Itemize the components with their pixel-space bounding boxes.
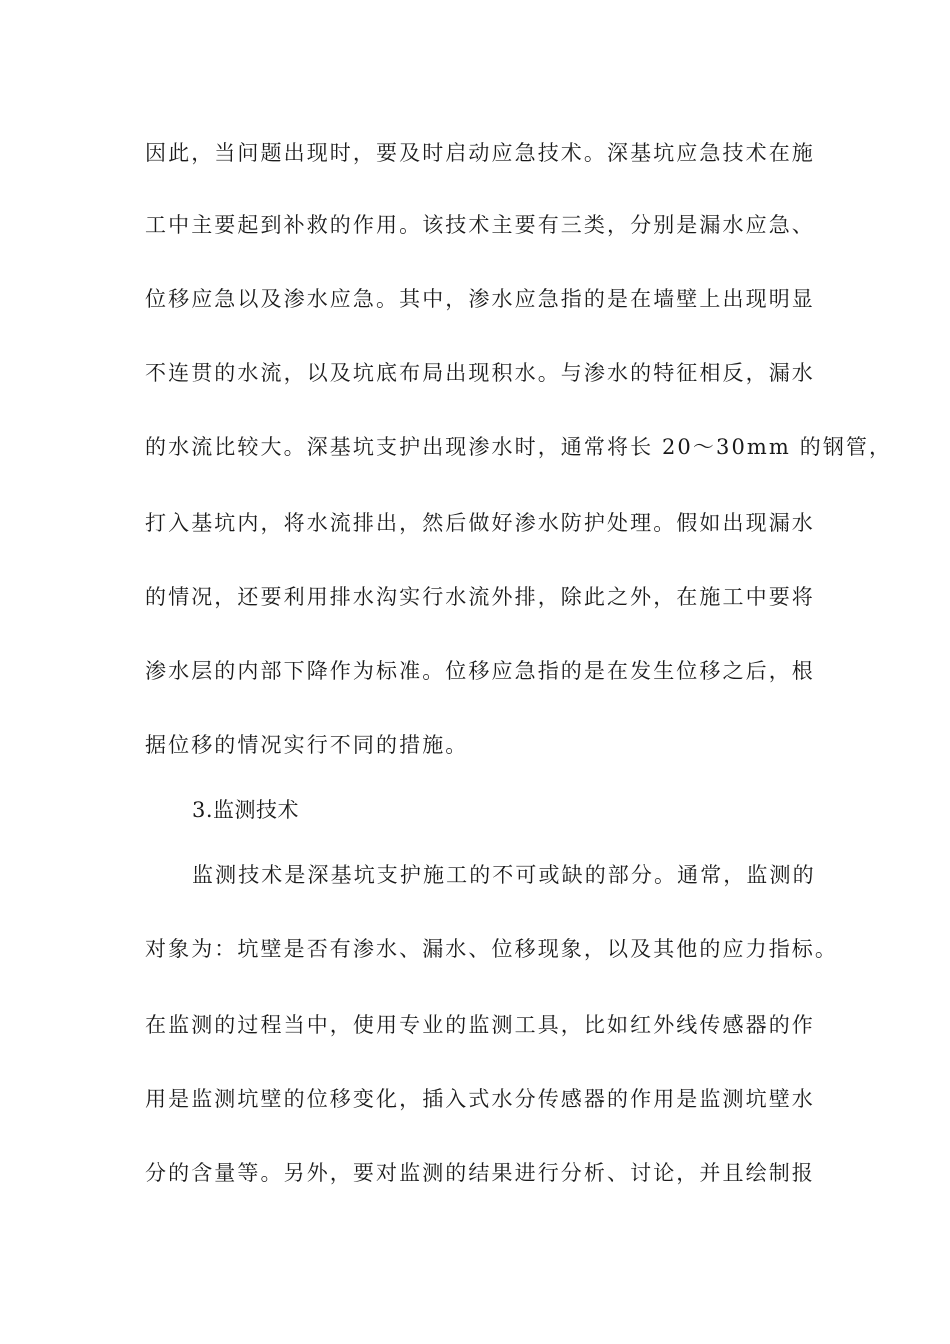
paragraph-line: 在监测的过程当中，使用专业的监测工具，比如红外线传感器的作: [145, 1013, 815, 1037]
paragraph-line: 不连贯的水流，以及坑底布局出现积水。与渗水的特征相反，漏水: [145, 361, 815, 385]
paragraph-line: 用是监测坑壁的位移变化，插入式水分传感器的作用是监测坑壁水: [145, 1087, 815, 1111]
paragraph-line: 监测技术是深基坑支护施工的不可或缺的部分。通常，监测的: [192, 863, 816, 887]
paragraph-line: 对象为：坑壁是否有渗水、漏水、位移现象，以及其他的应力指标。: [145, 937, 838, 961]
paragraph-line: 的水流比较大。深基坑支护出现渗水时，通常将长 20～30mm 的钢管，: [145, 435, 893, 459]
paragraph-line: 的情况，还要利用排水沟实行水流外排，除此之外，在施工中要将: [145, 585, 815, 609]
paragraph-line: 据位移的情况实行不同的措施。: [145, 733, 469, 757]
paragraph-line: 分的含量等。另外，要对监测的结果进行分析、讨论，并且绘制报: [145, 1161, 815, 1185]
paragraph-line: 工中主要起到补救的作用。该技术主要有三类，分别是漏水应急、: [145, 213, 815, 237]
paragraph-line: 因此，当问题出现时，要及时启动应急技术。深基坑应急技术在施: [145, 141, 815, 165]
paragraph-line: 位移应急以及渗水应急。其中，渗水应急指的是在墙壁上出现明显: [145, 287, 815, 311]
section-heading: 3.监测技术: [192, 798, 300, 822]
paragraph-line: 打入基坑内，将水流排出，然后做好渗水防护处理。假如出现漏水: [145, 511, 815, 535]
paragraph-line: 渗水层的内部下降作为标准。位移应急指的是在发生位移之后，根: [145, 659, 815, 683]
